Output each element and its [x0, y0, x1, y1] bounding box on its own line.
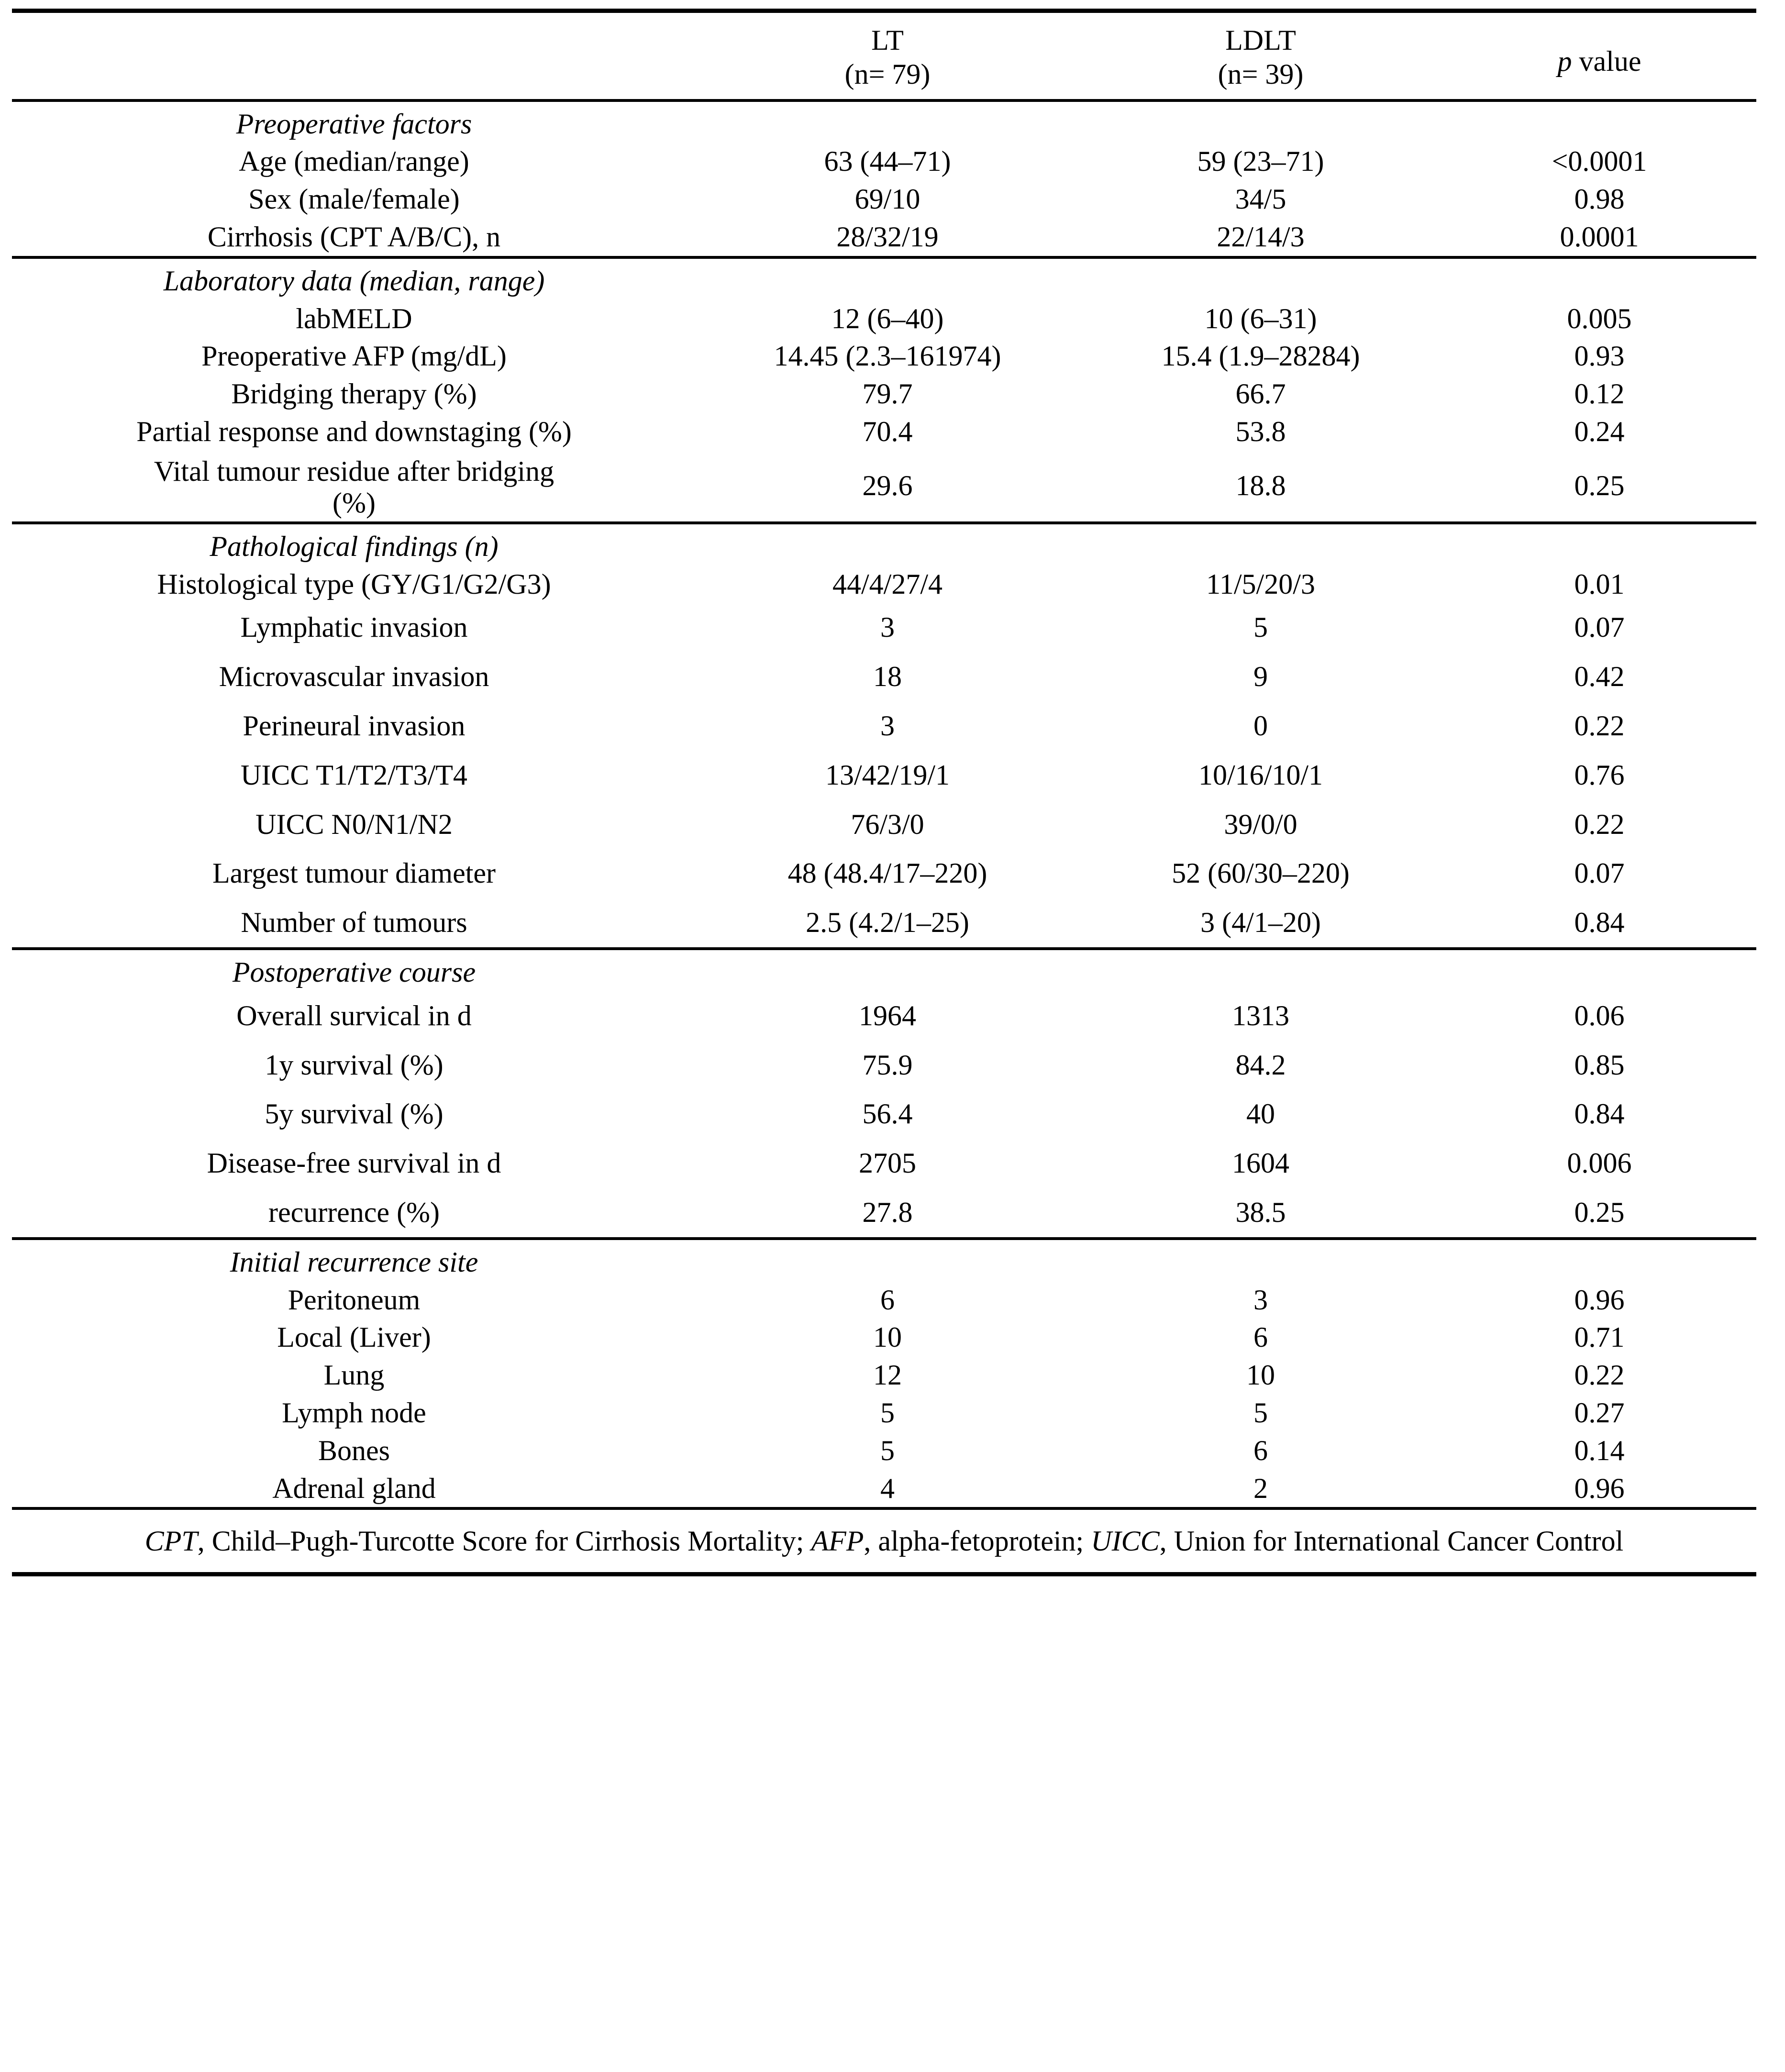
row-value-p: 0.25	[1442, 451, 1756, 523]
row-value-lt: 12 (6–40)	[831, 302, 944, 334]
row-value-lt: 2705	[859, 1147, 916, 1179]
row-value-p: 0.42	[1574, 661, 1625, 693]
row-label: Microvascular invasion	[219, 661, 489, 693]
section-spacer-p	[1442, 257, 1756, 300]
footnote-text-2: , alpha-fetoprotein;	[864, 1525, 1091, 1557]
row-value-lt: 18	[873, 661, 902, 693]
row-value-lt: 63 (44–71)	[824, 145, 951, 177]
row-value-ldlt: 0	[1253, 709, 1268, 742]
section-title-postoperative-course: Postoperative course	[232, 956, 476, 988]
header-lt-count: (n= 79)	[844, 58, 931, 90]
table-row	[12, 413, 1756, 451]
row-label: Cirrhosis (CPT A/B/C), n	[12, 218, 696, 257]
footnote-text-3: , Union for International Cancer Control	[1159, 1525, 1624, 1557]
row-label: Lymphatic invasion	[240, 611, 468, 643]
row-value-p: 0.85	[1574, 1049, 1625, 1081]
section-spacer-p	[1442, 100, 1756, 143]
row-value-p: 0.006	[1567, 1147, 1632, 1179]
row-value-p: 0.22	[1574, 709, 1625, 742]
row-value-p: 0.22	[1574, 808, 1625, 840]
header-cell-ldlt	[1079, 11, 1442, 100]
table-row	[12, 375, 1756, 413]
row-label: Number of tumours	[12, 898, 696, 949]
table-row	[12, 800, 1756, 849]
header-ldlt-title: LDLT	[1225, 24, 1296, 56]
table-row	[12, 1356, 1756, 1394]
row-value-lt: 44/4/27/4	[832, 568, 942, 600]
row-label: Peritoneum	[288, 1284, 421, 1316]
row-label: UICC N0/N1/N2	[255, 808, 453, 840]
table-row	[12, 603, 1756, 652]
row-value-lt: 5	[880, 1396, 895, 1429]
row-value-lt: 6	[880, 1284, 895, 1316]
table-row	[12, 1188, 1756, 1239]
row-value-ldlt: 53.8	[1235, 415, 1286, 447]
row-value-p: 0.98	[1574, 183, 1625, 215]
header-pvalue-word: value	[1572, 45, 1641, 77]
header-lt-title: LT	[871, 24, 904, 56]
row-value-ldlt: 5	[1253, 1396, 1268, 1429]
row-value-lt: 13/42/19/1	[825, 759, 950, 791]
row-label: recurrence (%)	[12, 1188, 696, 1239]
table-footer	[12, 1508, 1756, 1574]
section-heading-row	[12, 100, 1756, 143]
row-value-p: 0.14	[1574, 1434, 1625, 1466]
row-value-lt: 69/10	[854, 183, 920, 215]
row-label: labMELD	[296, 302, 412, 334]
row-label: Vital tumour residue after bridging (%)	[12, 451, 696, 523]
row-value-ldlt: 3 (4/1–20)	[1079, 898, 1442, 949]
row-value-ldlt: 34/5	[1235, 183, 1286, 215]
section-spacer-p	[1442, 523, 1756, 565]
row-value-p: 0.25	[1442, 1188, 1756, 1239]
row-value-ldlt: 11/5/20/3	[1206, 568, 1315, 600]
section-heading-row	[12, 257, 1756, 300]
table-row	[12, 337, 1756, 375]
table-row	[12, 1089, 1756, 1139]
section-title-initial-recurrence-site: Initial recurrence site	[230, 1246, 478, 1278]
row-label: Sex (male/female)	[248, 183, 460, 215]
row-value-lt: 75.9	[862, 1049, 913, 1081]
table-row	[12, 1041, 1756, 1090]
row-value-lt: 12	[873, 1359, 902, 1391]
row-label: Partial response and downstaging (%)	[136, 415, 572, 447]
row-value-ldlt: 59 (23–71)	[1197, 145, 1324, 177]
table-row	[12, 1432, 1756, 1470]
row-value-ldlt: 1604	[1232, 1147, 1289, 1179]
row-value-p: 0.93	[1574, 340, 1625, 372]
table-row	[12, 143, 1756, 180]
header-ldlt-count: (n= 39)	[1218, 58, 1304, 90]
header-cell-blank	[12, 11, 696, 100]
footnote-text	[12, 1508, 1756, 1574]
row-value-p: 0.01	[1574, 568, 1625, 600]
row-value-ldlt: 22/14/3	[1079, 218, 1442, 257]
row-value-ldlt: 9	[1253, 661, 1268, 693]
row-value-ldlt: 66.7	[1235, 378, 1286, 410]
row-value-ldlt: 3	[1253, 1284, 1268, 1316]
row-value-lt: 28/32/19	[696, 218, 1079, 257]
row-value-p: 0.24	[1574, 415, 1625, 447]
row-value-ldlt: 40	[1246, 1098, 1275, 1130]
row-value-ldlt: 6	[1253, 1434, 1268, 1466]
row-value-lt: 14.45 (2.3–161974)	[774, 340, 1001, 372]
table-row	[12, 1470, 1756, 1509]
section-spacer-ldlt	[1079, 949, 1442, 991]
row-value-lt: 56.4	[862, 1098, 913, 1130]
table-row	[12, 849, 1756, 898]
footnote-abbr-cpt: CPT	[144, 1525, 198, 1557]
row-value-lt: 27.8	[696, 1188, 1079, 1239]
row-label: Overall survical in d	[236, 999, 472, 1031]
row-label: 1y survival (%)	[265, 1049, 443, 1081]
table-row	[12, 1394, 1756, 1432]
table-row	[12, 898, 1756, 949]
header-row	[12, 11, 1756, 100]
section-spacer-p	[1442, 949, 1756, 991]
section-spacer-lt	[696, 949, 1079, 991]
section-spacer-lt	[696, 100, 1079, 143]
header-cell-lt	[696, 11, 1079, 100]
header-cell-pvalue	[1442, 11, 1756, 100]
row-value-ldlt: 2	[1079, 1470, 1442, 1509]
table-row	[12, 1139, 1756, 1188]
footnote-abbr-afp: AFP	[811, 1525, 864, 1557]
row-value-lt: 79.7	[862, 378, 913, 410]
row-value-p: 0.06	[1574, 999, 1625, 1031]
section-heading-row	[12, 1239, 1756, 1281]
row-value-ldlt: 10	[1246, 1359, 1275, 1391]
row-value-lt: 4	[696, 1470, 1079, 1509]
row-value-p: 0.12	[1574, 378, 1625, 410]
row-label: Age (median/range)	[239, 145, 469, 177]
section-laboratory-data	[12, 257, 1756, 523]
row-label: Perineural invasion	[243, 709, 466, 742]
row-value-ldlt: 52 (60/30–220)	[1172, 857, 1350, 889]
section-spacer-ldlt	[1079, 1239, 1442, 1281]
row-value-ldlt: 38.5	[1079, 1188, 1442, 1239]
section-spacer-lt	[696, 257, 1079, 300]
row-value-p: 0.27	[1574, 1396, 1625, 1429]
row-value-ldlt: 5	[1253, 611, 1268, 643]
table-row	[12, 565, 1756, 603]
row-value-ldlt: 10 (6–31)	[1204, 302, 1317, 334]
section-spacer-p	[1442, 1239, 1756, 1281]
row-label: Adrenal gland	[12, 1470, 696, 1509]
section-heading-row	[12, 949, 1756, 991]
section-pathological-findings	[12, 523, 1756, 949]
section-spacer-lt	[696, 523, 1079, 565]
row-label: Lymph node	[282, 1396, 426, 1429]
table-row	[12, 218, 1756, 257]
row-value-p: 0.0001	[1442, 218, 1756, 257]
section-title-pathological-findings: Pathological findings (n)	[210, 530, 499, 562]
footnote-text-1: , Child–Pugh-Turcotte Score for Cirrhosis Mortality;	[197, 1525, 811, 1557]
row-value-p: 0.96	[1442, 1470, 1756, 1509]
section-heading-row	[12, 523, 1756, 565]
row-value-p: <0.0001	[1552, 145, 1647, 177]
row-label: Local (Liver)	[277, 1321, 431, 1353]
row-value-lt: 10	[873, 1321, 902, 1353]
table-row	[12, 180, 1756, 218]
row-value-p: 0.22	[1574, 1359, 1625, 1391]
section-spacer-ldlt	[1079, 100, 1442, 143]
row-value-p: 0.07	[1574, 611, 1625, 643]
table-row	[12, 1281, 1756, 1319]
comparison-table	[12, 9, 1756, 1576]
row-value-lt: 48 (48.4/17–220)	[787, 857, 987, 889]
section-spacer-ldlt	[1079, 257, 1442, 300]
section-spacer-ldlt	[1079, 523, 1442, 565]
row-label: Disease-free survival in d	[207, 1147, 501, 1179]
row-label: Histological type (GY/G1/G2/G3)	[157, 568, 551, 600]
row-value-p: 0.005	[1567, 302, 1632, 334]
table-header	[12, 11, 1756, 100]
footnote-row	[12, 1508, 1756, 1574]
table-row	[12, 701, 1756, 751]
row-value-lt: 70.4	[862, 415, 913, 447]
header-pvalue-symbol: p	[1557, 45, 1572, 77]
section-spacer-lt	[696, 1239, 1079, 1281]
row-value-ldlt: 18.8	[1079, 451, 1442, 523]
row-label: 5y survival (%)	[265, 1098, 443, 1130]
row-label: Bridging therapy (%)	[231, 378, 477, 410]
row-label: Lung	[323, 1359, 385, 1391]
table-row	[12, 652, 1756, 701]
row-value-ldlt: 6	[1253, 1321, 1268, 1353]
row-value-p: 0.76	[1574, 759, 1625, 791]
table-row	[12, 1319, 1756, 1356]
row-value-lt: 29.6	[696, 451, 1079, 523]
row-value-ldlt: 1313	[1232, 999, 1289, 1031]
row-value-ldlt: 15.4 (1.9–28284)	[1161, 340, 1360, 372]
row-value-p: 0.84	[1442, 898, 1756, 949]
table-row	[12, 451, 1756, 523]
row-value-ldlt: 39/0/0	[1224, 808, 1297, 840]
row-value-lt: 76/3/0	[851, 808, 924, 840]
row-value-p: 0.84	[1574, 1098, 1625, 1130]
row-value-lt: 1964	[859, 999, 916, 1031]
table-row	[12, 300, 1756, 338]
table-row	[12, 751, 1756, 800]
row-value-p: 0.96	[1574, 1284, 1625, 1316]
section-postoperative-course	[12, 949, 1756, 1239]
row-value-p: 0.07	[1574, 857, 1625, 889]
table-row	[12, 991, 1756, 1041]
section-preoperative-factors	[12, 100, 1756, 257]
footnote-abbr-uicc: UICC	[1091, 1525, 1160, 1557]
row-value-lt: 5	[880, 1434, 895, 1466]
section-title-laboratory-data: Laboratory data (median, range)	[163, 265, 545, 297]
section-initial-recurrence-site	[12, 1239, 1756, 1509]
row-label: Preoperative AFP (mg/dL)	[201, 340, 507, 372]
row-value-lt: 2.5 (4.2/1–25)	[696, 898, 1079, 949]
row-value-p: 0.71	[1574, 1321, 1625, 1353]
row-label: UICC T1/T2/T3/T4	[241, 759, 467, 791]
row-value-lt: 3	[880, 611, 895, 643]
row-label: Bones	[318, 1434, 390, 1466]
row-value-ldlt: 10/16/10/1	[1198, 759, 1323, 791]
row-value-ldlt: 84.2	[1235, 1049, 1286, 1081]
row-label: Largest tumour diameter	[212, 857, 496, 889]
section-title-preoperative-factors: Preoperative factors	[236, 108, 472, 140]
row-value-lt: 3	[880, 709, 895, 742]
